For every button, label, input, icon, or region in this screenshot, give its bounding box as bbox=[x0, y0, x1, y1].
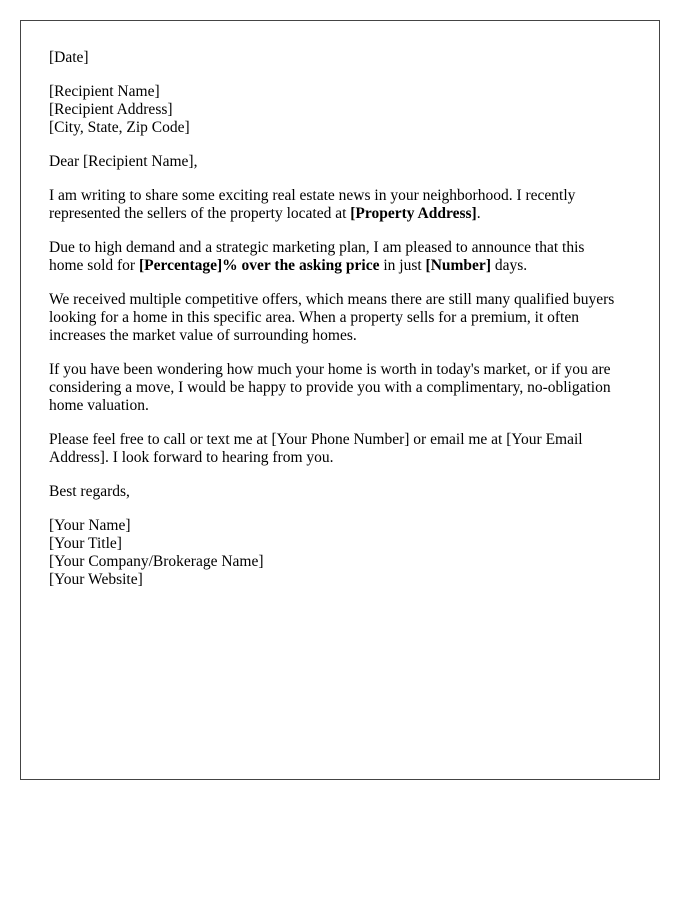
paragraph-text: days. bbox=[490, 257, 528, 274]
property-address-placeholder: [Property Address] bbox=[350, 205, 477, 222]
paragraph-text: . bbox=[476, 205, 481, 222]
salutation-text: Dear [Recipient Name], bbox=[49, 153, 198, 170]
paragraph-offers bbox=[49, 291, 639, 345]
paragraph-text: in just bbox=[379, 257, 426, 274]
paragraph-line: looking for a home in this specific area. When a property sells for a premium, it often bbox=[49, 309, 579, 326]
recipient-address-block bbox=[49, 83, 639, 137]
closing-text: Best regards, bbox=[49, 483, 130, 500]
paragraph-line: Address]. I look forward to hearing from you. bbox=[49, 449, 334, 466]
paragraph-line bbox=[49, 205, 639, 223]
percentage-placeholder: [Percentage]% over the asking price bbox=[138, 257, 380, 274]
paragraph-line: We received multiple competitive offers, which means there are still many qualified buyers bbox=[49, 291, 615, 308]
recipient-name: [Recipient Name] bbox=[49, 83, 160, 100]
number-placeholder: [Number] bbox=[425, 257, 491, 274]
date-block bbox=[49, 49, 639, 67]
paragraph-valuation-offer bbox=[49, 361, 639, 415]
paragraph-line: considering a move, I would be happy to provide you with a complimentary, no-obligation bbox=[49, 379, 611, 396]
letter-page bbox=[20, 20, 660, 780]
paragraph-line: If you have been wondering how much your home is worth in today's market, or if you are bbox=[49, 361, 611, 378]
paragraph-text: represented the sellers of the property located at bbox=[49, 205, 351, 222]
paragraph-line: home valuation. bbox=[49, 397, 149, 414]
signature-title: [Your Title] bbox=[49, 535, 122, 552]
paragraph-sale-result bbox=[49, 239, 639, 275]
signature-block bbox=[49, 517, 639, 589]
paragraph-line: increases the market value of surrounding homes. bbox=[49, 327, 357, 344]
paragraph-text: home sold for bbox=[49, 257, 139, 274]
recipient-city-state-zip: [City, State, Zip Code] bbox=[49, 119, 190, 136]
closing bbox=[49, 483, 639, 501]
paragraph-contact bbox=[49, 431, 639, 467]
paragraph-line bbox=[49, 257, 639, 275]
signature-name: [Your Name] bbox=[49, 517, 131, 534]
paragraph-line: Please feel free to call or text me at [Your Phone Number] or email me at [Your Email bbox=[49, 431, 583, 448]
letter-body bbox=[49, 49, 639, 605]
paragraph-line: Due to high demand and a strategic marketing plan, I am pleased to announce that this bbox=[49, 239, 585, 256]
signature-website: [Your Website] bbox=[49, 571, 143, 588]
salutation bbox=[49, 153, 639, 171]
date-line: [Date] bbox=[49, 49, 89, 66]
paragraph-intro bbox=[49, 187, 639, 223]
recipient-address: [Recipient Address] bbox=[49, 101, 173, 118]
paragraph-line: I am writing to share some exciting real estate news in your neighborhood. I recently bbox=[49, 187, 576, 204]
signature-company: [Your Company/Brokerage Name] bbox=[49, 553, 264, 570]
